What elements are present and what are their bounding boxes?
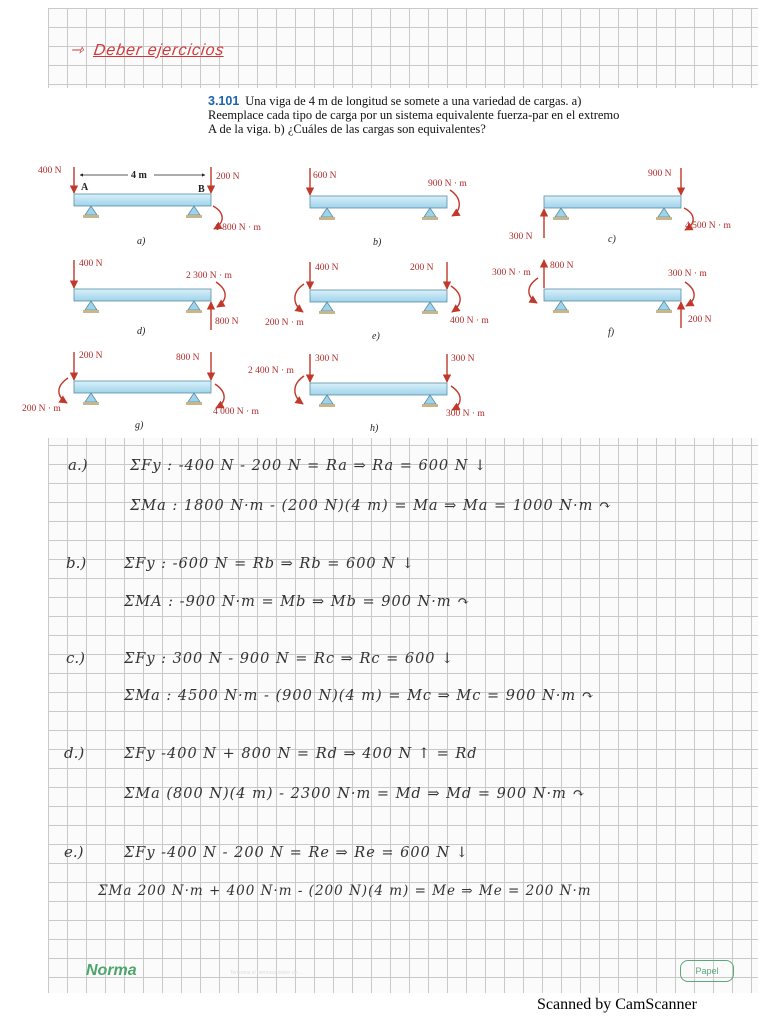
solution-line-2: ΣMa : 4500 N·m - (900 N)(4 m) = Mc ⇒ Mc = 900 N·m ↷	[124, 688, 595, 704]
caption-e: e)	[372, 331, 380, 342]
label-e-400n: 400 N	[315, 263, 339, 273]
arrow-icon: ⇾	[68, 42, 86, 59]
solution-c	[66, 649, 595, 704]
label-e-moment2: 400 N · m	[450, 316, 489, 326]
solution-line-1: ΣFy -400 N + 800 N = Rd ⇒ 400 N ↑ = Rd	[124, 746, 478, 762]
label-c-900n: 900 N	[648, 169, 672, 179]
diagram-d	[74, 259, 239, 337]
solution-line-1: ΣFy : -600 N = Rb ⇒ Rb = 600 N ↓	[124, 556, 415, 572]
diagram-f	[492, 260, 712, 338]
diagram-h	[248, 354, 485, 434]
label-b-moment: 900 N · m	[428, 179, 467, 189]
diagram-e	[265, 262, 489, 342]
scanner-watermark: Scanned by CamScanner	[537, 996, 697, 1013]
label-a-200n: 200 N	[216, 172, 240, 182]
diagram-a	[38, 166, 262, 247]
label-c-moment: 4 500 N · m	[685, 221, 731, 231]
label-f-200n: 200 N	[688, 315, 712, 325]
footer-fine-print: Tenemos el hermoso deber de ...	[230, 970, 304, 976]
label-f-800n: 800 N	[550, 261, 574, 271]
label-a-point-a: A	[81, 182, 89, 193]
solution-a	[68, 456, 612, 514]
label-g-200n: 200 N	[79, 351, 103, 361]
solution-d	[64, 744, 586, 802]
label-h-300n-right: 300 N	[451, 354, 475, 364]
solution-label: c.)	[66, 649, 86, 667]
solution-label: b.)	[66, 554, 87, 572]
label-g-800n: 800 N	[176, 353, 200, 363]
notebook-brand: Norma	[86, 962, 137, 979]
solution-line-2: ΣMA : -900 N·m = Mb ⇒ Mb = 900 N·m ↷	[124, 594, 471, 610]
label-f-moment1: 300 N · m	[492, 268, 531, 278]
caption-f: f)	[608, 327, 615, 338]
solution-b	[66, 554, 470, 610]
label-d-moment: 2 300 N · m	[186, 271, 232, 281]
label-b-600n: 600 N	[313, 171, 337, 181]
caption-c: c)	[608, 234, 616, 245]
label-a-point-b: B	[198, 184, 205, 195]
caption-g: g)	[135, 420, 144, 431]
diagram-b	[310, 168, 467, 248]
label-e-moment1: 200 N · m	[265, 318, 304, 328]
solution-line-2: ΣMa : 1800 N·m - (200 N)(4 m) = Ma ⇒ Ma = 1000 N·m ↷	[130, 498, 613, 514]
paper-logo: Papel	[680, 960, 734, 982]
problem-text: Una viga de 4 m de longitud se somete a una variedad de cargas. a) Reemplace cada tipo de carga por un sistema equivalente fuerza-par en el extremo A de la viga. b) ¿Cuáles de las cargas son equivalentes?	[208, 94, 620, 136]
caption-h: h)	[370, 423, 379, 434]
caption-a: a)	[137, 236, 146, 247]
solution-line-1: ΣFy -400 N - 200 N = Re ⇒ Re = 600 N ↓	[124, 845, 469, 861]
solution-line-2: ΣMa 200 N·m + 400 N·m - (200 N)(4 m) = Me ⇒ Me = 200 N·m	[98, 883, 592, 899]
label-h-moment2: 300 N · m	[446, 409, 485, 419]
diagram-g	[22, 351, 260, 431]
diagram-c	[509, 168, 732, 245]
label-g-moment1: 200 N · m	[22, 404, 61, 414]
solution-line-1: ΣFy : 300 N - 900 N = Rc ⇒ Rc = 600 ↓	[124, 651, 455, 667]
label-d-400n: 400 N	[79, 259, 103, 269]
label-a-400n: 400 N	[38, 166, 62, 176]
label-d-800n: 800 N	[215, 317, 239, 327]
label-g-moment2: 4 000 N · m	[213, 407, 259, 417]
label-h-moment1: 2 400 N · m	[248, 366, 294, 376]
solution-label: d.)	[64, 744, 85, 762]
label-h-300n-left: 300 N	[315, 354, 339, 364]
caption-d: d)	[137, 326, 146, 337]
solution-e	[64, 843, 592, 899]
caption-b: b)	[373, 237, 382, 248]
solution-label: e.)	[64, 843, 84, 861]
label-a-span: 4 m	[131, 170, 147, 181]
label-e-200n: 200 N	[410, 263, 434, 273]
solution-line-2: ΣMa (800 N)(4 m) - 2300 N·m = Md ⇒ Md = 900 N·m ↷	[124, 786, 586, 802]
heading-title: Deber ejercicios	[92, 42, 226, 59]
solution-line-1: ΣFy : -400 N - 200 N = Ra ⇒ Ra = 600 N ↓	[130, 458, 488, 474]
label-a-moment: 1 800 N · m	[215, 223, 261, 233]
label-f-moment2: 300 N · m	[668, 269, 707, 279]
solution-label: a.)	[68, 456, 88, 474]
label-c-300n: 300 N	[509, 232, 533, 242]
problem-number: 3.101	[208, 94, 240, 108]
